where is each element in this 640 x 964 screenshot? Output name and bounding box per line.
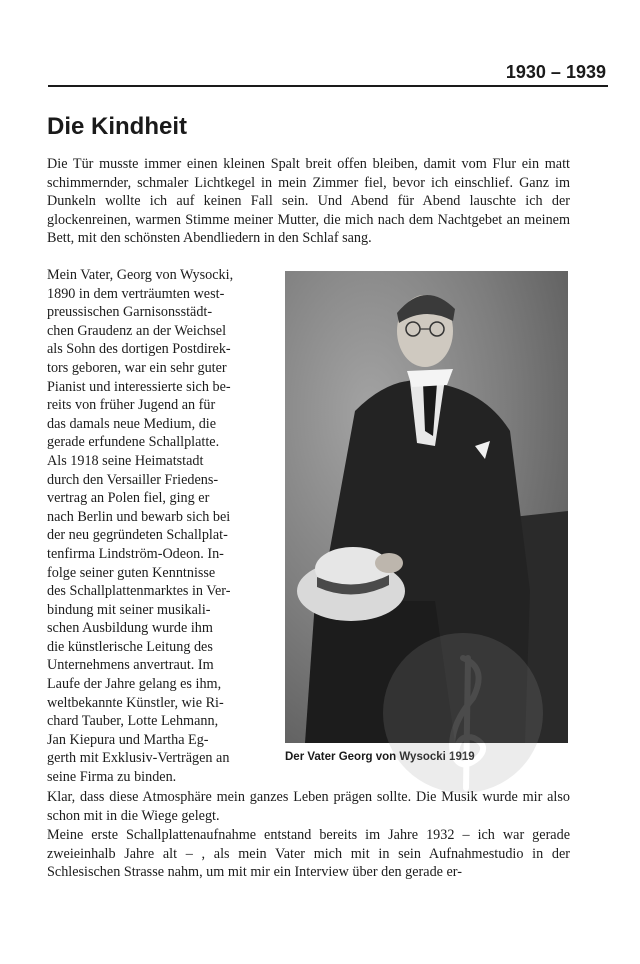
father-line: weltbekannte Künstler, wie Ri- (47, 694, 224, 711)
father-line: Jan Kiepura und Martha Eg- (47, 731, 209, 748)
header-rule (48, 85, 608, 87)
father-line: Laufe der Jahre gelang es ihm, (47, 676, 222, 693)
father-line: 1890 in dem verträumten west- (47, 285, 225, 302)
father-line: durch den Versailler Friedens- (47, 471, 219, 488)
father-line: tors geboren, war ein sehr guter (47, 359, 227, 376)
father-line: gerth mit Exklusiv-Verträgen an (47, 750, 230, 767)
father-line: Unternehmens anvertraut. Im (47, 657, 214, 674)
father-line: gerade erfundene Schallplatte. (47, 434, 220, 451)
paragraph-intro: Die Tür musste immer einen kleinen Spalt breit offen bleiben, damit vom Flur ein matt schimmernder, schmaler Lichtkegel in mein Zimmer fiel, bevor ich einschlief. Ganz im Dunkeln wollte ich auf keinen Fall sein. Und Abend für Abend lauschte ich der glockenreinen, warmen Stimme meiner Mutter, die mich nach dem Nachtgebet an meinem Bett, mit den schönsten Abendliedern in den Schlaf sang. (47, 156, 570, 247)
father-line: Als 1918 seine Heimatstadt (47, 452, 204, 469)
father-line: als Sohn des dortigen Postdirek- (47, 341, 231, 358)
father-line: des Schallplattenmarktes in Ver- (47, 583, 231, 600)
portrait-photo (285, 271, 568, 743)
father-line: bindung mit seiner musikali- (47, 601, 211, 618)
father-line: das damals neue Medium, die (47, 415, 217, 432)
paragraph-father (47, 266, 261, 787)
father-line: vertrag an Polen fiel, ging er (47, 490, 210, 507)
father-line: die künstlerische Leitung des (47, 638, 213, 655)
father-line: der neu gegründeten Schallplat- (47, 527, 228, 544)
father-line: schen Ausbildung wurde ihm (47, 620, 213, 637)
paragraph-recording: Meine erste Schallplattenaufnahme entstand bereits im Jahre 1932 – ich war gerade zweieinhalb Jahre alt – , als mein Vater mich mit in sein Aufnahmestudio in der Schlesischen Strasse nahm, um mit mir ein Interview über den gerade er- (47, 827, 570, 881)
father-line: seine Firma zu binden. (47, 769, 177, 786)
father-line: tenfirma Lindström-Odeon. In- (47, 545, 224, 562)
chapter-title: Die Kindheit (47, 113, 188, 140)
father-line: nach Berlin und bewarb sich bei (47, 508, 231, 525)
father-line: chen Graudenz an der Weichsel (47, 322, 227, 339)
father-line: Pianist und interessierte sich be- (47, 378, 231, 395)
father-line: Mein Vater, Georg von Wysocki, (47, 267, 234, 283)
paragraph-atmosphere: Klar, dass diese Atmosphäre mein ganzes Leben prägen sollte. Die Musik wurde mir also schon mit in die Wiege gelegt. (47, 789, 570, 824)
photo-caption: Der Vater Georg von Wysocki 1919 (285, 751, 475, 763)
running-header: 1930 – 1939 (505, 62, 606, 82)
father-line: folge seiner guten Kenntnisse (47, 564, 216, 581)
father-line: chard Tauber, Lotte Lehmann, (47, 713, 219, 730)
father-line: reits von früher Jugend an für (47, 397, 216, 414)
father-line: preussischen Garnisonsstädt- (47, 304, 213, 321)
